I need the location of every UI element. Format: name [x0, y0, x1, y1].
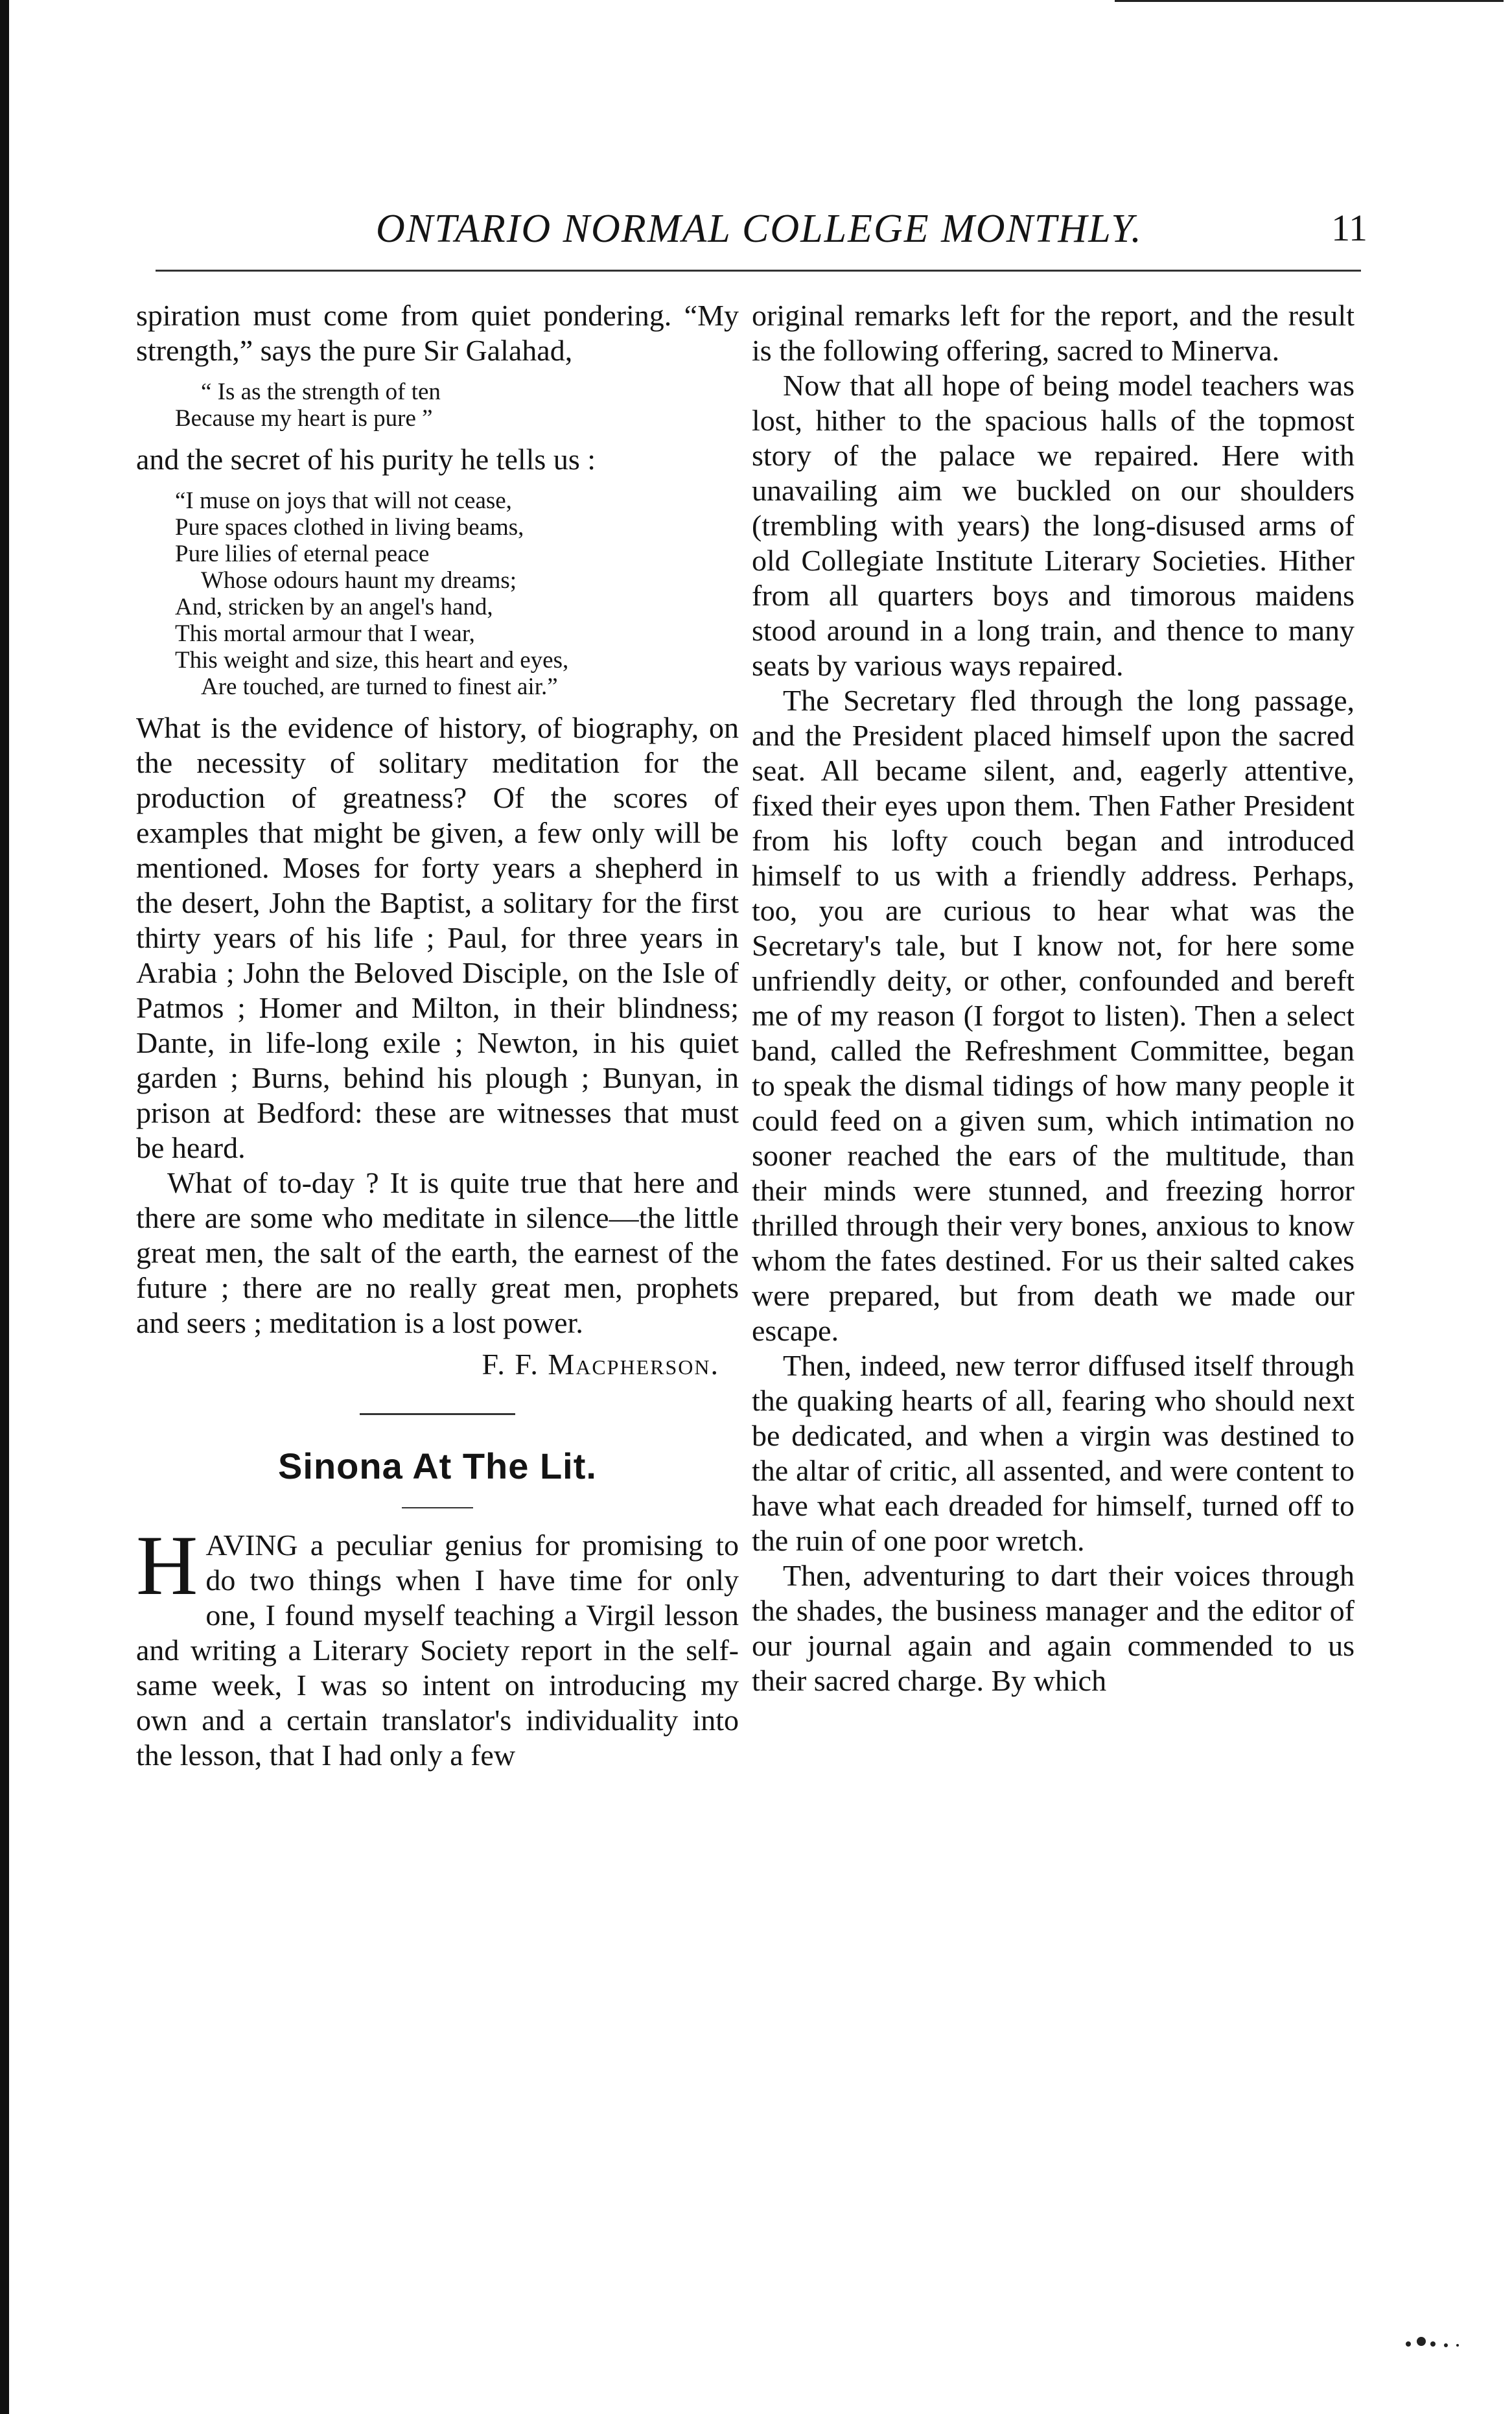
paragraph: and the secret of his purity he tells us :	[136, 443, 596, 476]
verse-line: This weight and size, this heart and eyes,	[175, 647, 569, 674]
scan-edge	[0, 0, 9, 2414]
title-rule	[402, 1507, 473, 1508]
header-rule	[156, 270, 1361, 272]
paragraph: What of to-day ? It is quite true that here and there are some who meditate in silence—the little great men, the salt of the earth, the earnest of the future ; there are no really great men, prophets and seers ; meditation is a lost power.	[136, 1166, 739, 1339]
right-column	[752, 298, 1355, 2340]
running-title: ONTARIO NORMAL COLLEGE MONTHLY.	[376, 207, 1143, 251]
section-title: Sinona At The Lit.	[278, 1446, 597, 1486]
paragraph-text: AVING a peculiar genius for promising to do two things when I have time for only one, I found myself teaching a Virgil lesson and writing a Literary Society report in the self-same week, I was so intent on introducing my own and a certain translator's individuality into the lesson, that I had only a few	[136, 1529, 739, 1772]
page-header	[149, 194, 1367, 266]
verse-line: And, stricken by an angel's hand,	[175, 594, 493, 620]
paragraph: The Secretary fled through the long passage, and the President placed himself upon the sacred seat. All became silent, and, eagerly attentive, fixed their eyes upon them. Then Father President from his lofty couch began and introduced himself to us with a friendly address. Perhaps, too, you are curious to hear what was the Secretary's tale, but I know not, for here some unfriendly deity, or other, confounded and bereft me of my reason (I forgot to listen). Then a select band, called the Refreshment Committee, began to speak the dismal tidings of how many people it could feed on a given sum, which intimation no sooner reached the ears of the multitude, than their minds were stunned, and freezing horror thrilled through their very bones, anxious to know whom the fates destined. For us their salted cakes were prepared, but from death we made our escape.	[752, 684, 1355, 1347]
verse-line: Pure spaces clothed in living beams,	[175, 514, 524, 541]
verse-line: Are touched, are turned to finest air.”	[201, 674, 558, 700]
paragraph: original remarks left for the report, and the result is the following offering, sacred to Minerva.	[752, 299, 1355, 367]
top-scan-mark	[1115, 0, 1504, 2]
verse-line: “I muse on joys that will not cease,	[175, 487, 512, 514]
corner-ornament	[1395, 2327, 1473, 2360]
verse-line: Because my heart is pure ”	[175, 405, 433, 432]
paragraph: Then, adventuring to dart their voices through the shades, the business manager and the editor of our journal again and again commended to us their sacred charge. By which	[752, 1559, 1355, 1697]
verse-line: “ Is as the strength of ten	[201, 379, 441, 405]
verse-quote	[175, 487, 739, 700]
page-number: 11	[1331, 207, 1367, 249]
ornament-mark	[1395, 2327, 1473, 2353]
verse-line: This mortal armour that I wear,	[175, 620, 475, 647]
drop-cap: H	[136, 1518, 198, 1613]
paragraph	[136, 1518, 739, 1773]
paragraph: Then, indeed, new terror diffused itself through the quaking hearts of all, fearing who should next be dedicated, and when a virgin was destined to the altar of critic, all assented, and were content to have what each dreaded for himself, turned off to the ruin of one poor wretch.	[752, 1349, 1355, 1557]
verse-line: Pure lilies of eternal peace	[175, 541, 430, 567]
paragraph: spiration must come from quiet pondering. “My strength,” says the pure Sir Galahad,	[136, 299, 739, 367]
verse-line: Whose odours haunt my dreams;	[201, 567, 517, 594]
verse-quote	[175, 379, 739, 432]
section-divider	[360, 1413, 515, 1415]
left-column	[136, 298, 739, 2340]
author-signature: F. F. Macpherson.	[482, 1348, 719, 1381]
paragraph: Now that all hope of being model teachers was lost, hither to the spacious halls of the topmost story of the palace we repaired. Here with unavailing aim we buckled on our shoulders (trembling with years) the long-disused arms of old Collegiate Institute Literary Societies. Hither from all quarters boys and timorous maidens stood around in a long train, and thence to many seats by various ways repaired.	[752, 369, 1355, 682]
paragraph: What is the evidence of history, of biography, on the necessity of solitary meditation for the production of greatness? Of the scores of examples that might be given, a few only will be mentioned. Moses for forty years a shepherd in the desert, John the Baptist, a solitary for the first thirty years of his life ; Paul, for three years in Arabia ; John the Beloved Disciple, on the Isle of Patmos ; Homer and Milton, in their blindness; Dante, in life-long exile ; Newton, in his quiet garden ; Burns, behind his plough ; Bunyan, in prison at Bedford: these are witnesses that must be heard.	[136, 711, 739, 1164]
